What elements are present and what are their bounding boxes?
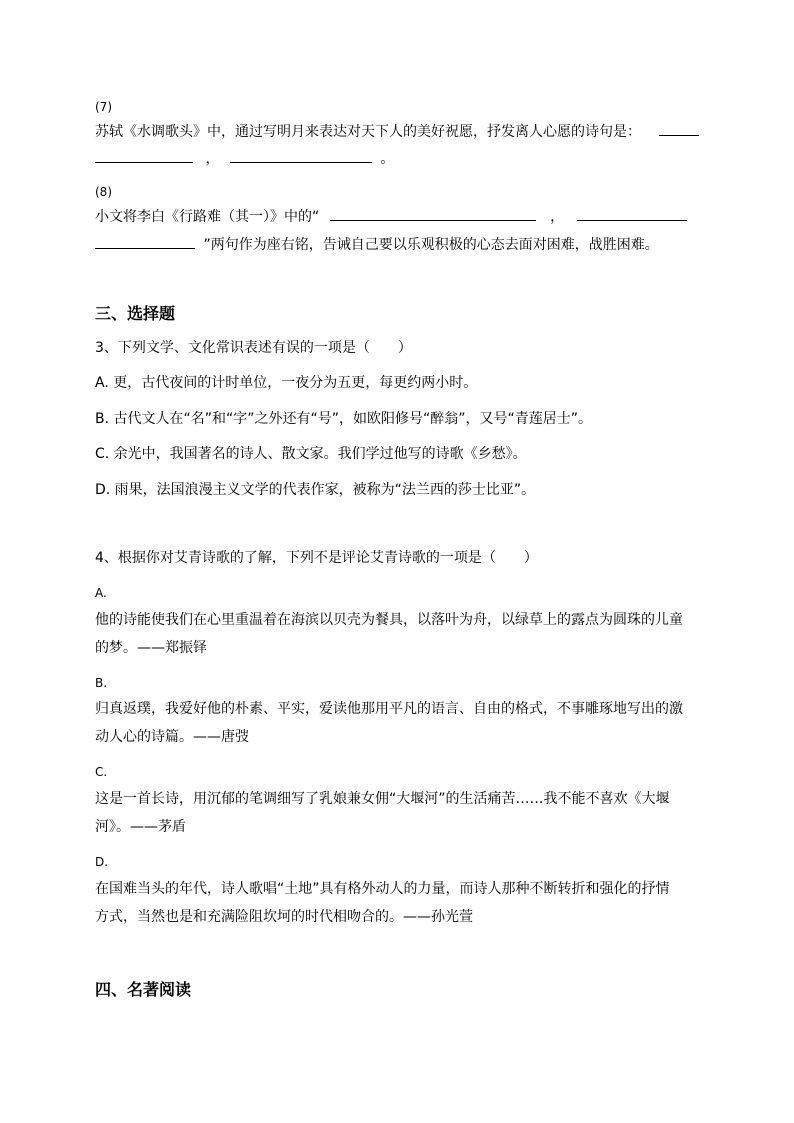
question-8-number: (8) [95,185,112,199]
section-4-title: 四、名著阅读 [95,980,192,999]
answer-blank-7c[interactable] [230,148,372,163]
question-4-option-d-line-2: 方式，当然也是和充满险阻坎坷的时代相吻合的。——孙光萱 [95,909,473,925]
answer-blank-7b[interactable] [95,148,193,163]
answer-blank-8c[interactable] [95,234,195,249]
question-3-stem: 3、下列文学、文化常识表述有误的一项是（ ） [95,340,412,356]
question-4-option-c-line-2: 河》。——茅盾 [95,819,186,835]
question-7-line-2 [95,148,394,169]
answer-blank-8a[interactable] [330,206,536,221]
question-8-prompt-start: 小文将李白《行路难（其一）》中的“ [95,209,320,225]
question-8-line-2 [95,234,659,255]
question-4-option-c-line-1: 这是一首长诗，用沉郁的笔调细写了乳娘兼女佣“大堰河”的生活痛苦……我不能不喜欢《大堰 [95,791,670,807]
question-4-option-b-line-1: 归真返璞，我爱好他的朴素、平实，爱读他那用平凡的语言、自由的格式，不事雕琢地写出的激 [95,701,683,717]
answer-blank-7a[interactable] [659,121,699,136]
question-4-option-d-label[interactable]: D. [95,855,109,869]
answer-blank-8b[interactable] [577,206,687,221]
question-4-option-b-line-2: 动人心的诗篇。——唐弢 [95,729,249,745]
question-4-stem: 4、根据你对艾青诗歌的了解，下列不是评论艾青诗歌的一项是（ ） [95,550,538,566]
question-3-option-a[interactable]: A. 更，古代夜间的计时单位，一夜分为五更，每更约两小时。 [95,375,478,391]
question-7-prompt: 苏轼《水调歌头》中，通过写明月来表达对天下人的美好祝愿，抒发离人心愿的诗句是： [95,124,641,140]
question-8-text [95,206,687,227]
question-4-option-c-label[interactable]: C. [95,765,108,779]
question-8-comma: ， [550,209,565,225]
question-3-option-c[interactable]: C. 余光中，我国著名的诗人、散文家。我们学过他写的诗歌《乡愁》。 [95,446,527,462]
question-7-period: 。 [380,151,395,167]
question-7-number: (7) [95,100,112,114]
question-4-option-a-line-1: 他的诗能使我们在心里重温着在海滨以贝壳为餐具，以落叶为舟，以绿草上的露点为圆珠的儿童 [95,612,683,628]
question-3-option-d[interactable]: D. 雨果，法国浪漫主义文学的代表作家，被称为“法兰西的莎士比亚”。 [95,482,536,498]
section-3-title: 三、选择题 [95,304,176,323]
question-7-comma: ， [205,151,220,167]
question-4-option-a-label[interactable]: A. [95,586,107,600]
question-7-text [95,121,699,142]
question-3-option-b[interactable]: B. 古代文人在“名”和“字”之外还有“号”，如欧阳修号“醉翁”，又号“青莲居士”。 [95,411,593,427]
question-4-option-a-line-2: 的梦。——郑振铎 [95,640,207,656]
question-4-option-b-label[interactable]: B. [95,676,108,690]
question-8-prompt-end: ”两句作为座右铭，告诫自己要以乐观积极的心态去面对困难，战胜困难。 [203,237,659,253]
question-4-option-d-line-1: 在国难当头的年代，诗人歌唱“土地”具有格外动人的力量，而诗人那种不断转折和强化的抒情 [95,881,670,897]
